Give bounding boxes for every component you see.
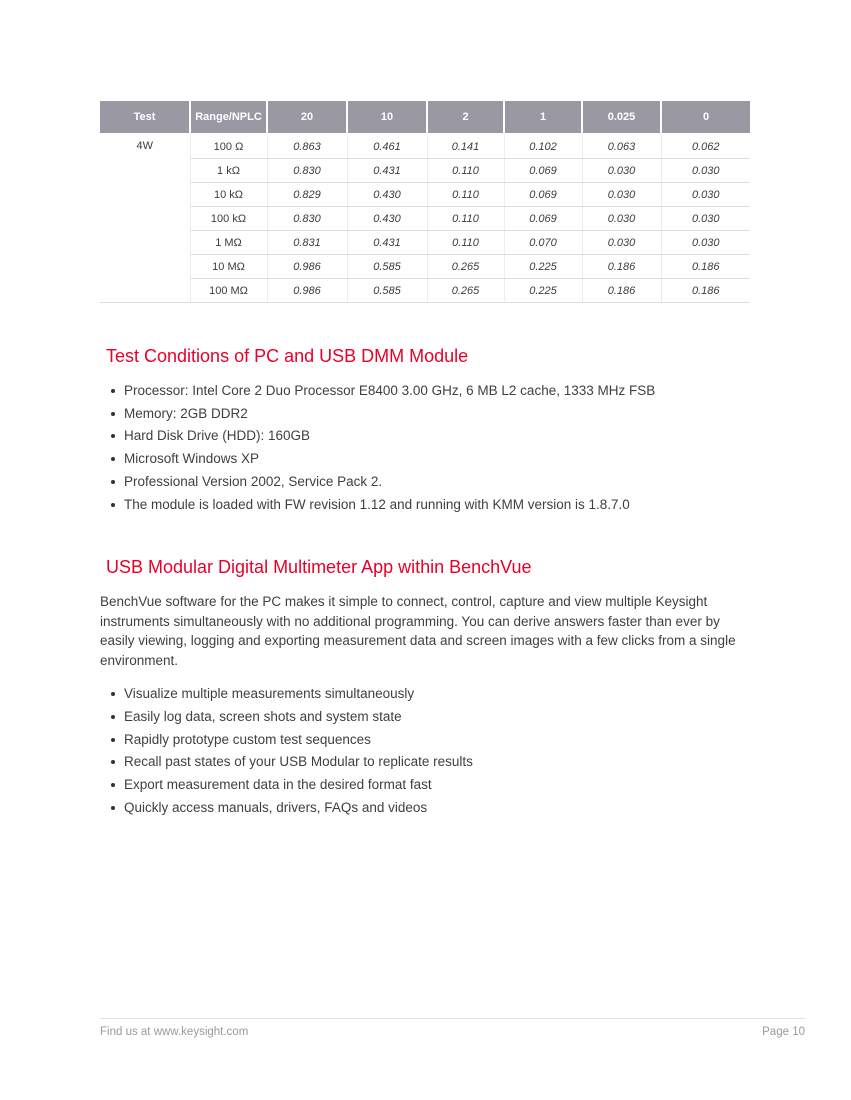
value-cell: 0.030 bbox=[661, 207, 750, 231]
list-item bbox=[100, 706, 750, 729]
value-cell: 0.829 bbox=[267, 183, 347, 207]
range-cell: 1 MΩ bbox=[190, 231, 267, 255]
test-conditions-list bbox=[100, 380, 750, 516]
table-row bbox=[100, 231, 750, 255]
value-cell: 0.110 bbox=[427, 207, 504, 231]
range-cell: 1 kΩ bbox=[190, 159, 267, 183]
value-cell: 0.430 bbox=[347, 207, 427, 231]
benchvue-paragraph: BenchVue software for the PC makes it simple to connect, control, capture and view multiple Keysight instruments simultaneously with no additional programming. You can derive answers faster than ever by easily viewing, logging and exporting measurement data and screen images with a few clicks from a single environment. bbox=[100, 594, 736, 668]
column-header-nplc-10: 10 bbox=[347, 101, 427, 134]
value-cell: 0.069 bbox=[504, 159, 582, 183]
value-cell: 0.186 bbox=[661, 279, 750, 303]
value-cell: 0.030 bbox=[661, 159, 750, 183]
range-cell: 100 Ω bbox=[190, 134, 267, 159]
nplc-results-table bbox=[100, 101, 750, 303]
column-header-nplc-0: 0 bbox=[661, 101, 750, 134]
value-cell: 0.069 bbox=[504, 207, 582, 231]
range-cell: 10 MΩ bbox=[190, 255, 267, 279]
value-cell: 0.063 bbox=[582, 134, 661, 159]
value-cell: 0.225 bbox=[504, 279, 582, 303]
list-item-text: Recall past states of your USB Modular to replicate results bbox=[124, 754, 473, 770]
value-cell: 0.986 bbox=[267, 279, 347, 303]
value-cell: 0.141 bbox=[427, 134, 504, 159]
page-number: Page 10 bbox=[762, 1026, 805, 1038]
table-row bbox=[100, 183, 750, 207]
section-heading-benchvue-app: USB Modular Digital Multimeter App within BenchVue bbox=[106, 557, 532, 578]
list-item bbox=[100, 797, 750, 820]
value-cell: 0.030 bbox=[582, 183, 661, 207]
table-row bbox=[100, 134, 750, 159]
section-heading-test-conditions: Test Conditions of PC and USB DMM Module bbox=[106, 346, 469, 366]
list-item bbox=[100, 729, 750, 752]
column-header-nplc-2: 2 bbox=[427, 101, 504, 134]
value-cell: 0.863 bbox=[267, 134, 347, 159]
value-cell: 0.830 bbox=[267, 207, 347, 231]
value-cell: 0.030 bbox=[582, 231, 661, 255]
list-item-text: Professional Version 2002, Service Pack 2. bbox=[124, 473, 383, 489]
list-item bbox=[100, 380, 750, 403]
bullet-icon bbox=[111, 715, 115, 719]
list-item bbox=[100, 774, 750, 797]
bullet-icon bbox=[111, 480, 115, 484]
value-cell: 0.069 bbox=[504, 183, 582, 207]
value-cell: 0.030 bbox=[661, 231, 750, 255]
range-cell: 100 kΩ bbox=[190, 207, 267, 231]
table-row bbox=[100, 279, 750, 303]
footer-find-us-text: Find us at www.keysight.com bbox=[100, 1026, 249, 1038]
test-type-cell: 4W bbox=[100, 134, 190, 303]
list-item bbox=[100, 448, 750, 471]
list-item-text: Processor: Intel Core 2 Duo Processor E8400 3.00 GHz, 6 MB L2 cache, 1333 MHz FSB bbox=[124, 383, 656, 398]
value-cell: 0.430 bbox=[347, 183, 427, 207]
value-cell: 0.461 bbox=[347, 134, 427, 159]
list-item bbox=[100, 471, 750, 494]
value-cell: 0.830 bbox=[267, 159, 347, 183]
list-item-text: Export measurement data in the desired format fast bbox=[124, 777, 432, 793]
value-cell: 0.186 bbox=[661, 255, 750, 279]
list-item-text: Visualize multiple measurements simultaneously bbox=[124, 686, 415, 702]
value-cell: 0.585 bbox=[347, 279, 427, 303]
value-cell: 0.062 bbox=[661, 134, 750, 159]
list-item bbox=[100, 683, 750, 706]
list-item-text: Microsoft Windows XP bbox=[124, 451, 260, 467]
list-item bbox=[100, 403, 750, 426]
value-cell: 0.986 bbox=[267, 255, 347, 279]
bullet-icon bbox=[111, 692, 115, 696]
list-item bbox=[100, 425, 750, 448]
bullet-icon bbox=[111, 783, 115, 787]
value-cell: 0.831 bbox=[267, 231, 347, 255]
value-cell: 0.110 bbox=[427, 231, 504, 255]
list-item-text: Easily log data, screen shots and system state bbox=[124, 708, 402, 724]
table-row bbox=[100, 159, 750, 183]
list-item-text: The module is loaded with FW revision 1.12 and running with KMM version is 1.8.7.0 bbox=[124, 496, 630, 512]
column-header-nplc-0025: 0.025 bbox=[582, 101, 661, 134]
value-cell: 0.110 bbox=[427, 183, 504, 207]
benchvue-features-list bbox=[100, 683, 750, 819]
table-row bbox=[100, 207, 750, 231]
list-item-text: Hard Disk Drive (HDD): 160GB bbox=[124, 428, 311, 444]
value-cell: 0.110 bbox=[427, 159, 504, 183]
page-content bbox=[100, 101, 750, 819]
value-cell: 0.070 bbox=[504, 231, 582, 255]
list-item bbox=[100, 494, 750, 517]
bullet-icon bbox=[111, 806, 115, 810]
value-cell: 0.030 bbox=[582, 207, 661, 231]
table-header-row bbox=[100, 101, 750, 134]
value-cell: 0.186 bbox=[582, 255, 661, 279]
range-cell: 10 kΩ bbox=[190, 183, 267, 207]
value-cell: 0.265 bbox=[427, 279, 504, 303]
value-cell: 0.030 bbox=[582, 159, 661, 183]
bullet-icon bbox=[111, 412, 115, 416]
column-header-test: Test bbox=[100, 101, 190, 134]
column-header-nplc-1: 1 bbox=[504, 101, 582, 134]
table-row bbox=[100, 255, 750, 279]
bullet-icon bbox=[111, 434, 115, 438]
list-item-text: Quickly access manuals, drivers, FAQs and videos bbox=[124, 799, 428, 815]
value-cell: 0.265 bbox=[427, 255, 504, 279]
bullet-icon bbox=[111, 457, 115, 461]
bullet-icon bbox=[111, 389, 115, 393]
value-cell: 0.431 bbox=[347, 231, 427, 255]
list-item-text: Rapidly prototype custom test sequences bbox=[124, 731, 371, 747]
list-item-text: Memory: 2GB DDR2 bbox=[124, 405, 248, 421]
value-cell: 0.030 bbox=[661, 183, 750, 207]
range-cell: 100 MΩ bbox=[190, 279, 267, 303]
bullet-icon bbox=[111, 760, 115, 764]
page-footer bbox=[100, 1018, 805, 1038]
bullet-icon bbox=[111, 738, 115, 742]
value-cell: 0.585 bbox=[347, 255, 427, 279]
list-item bbox=[100, 751, 750, 774]
column-header-nplc-20: 20 bbox=[267, 101, 347, 134]
value-cell: 0.186 bbox=[582, 279, 661, 303]
column-header-range-nplc: Range/NPLC bbox=[190, 101, 267, 134]
value-cell: 0.225 bbox=[504, 255, 582, 279]
value-cell: 0.102 bbox=[504, 134, 582, 159]
value-cell: 0.431 bbox=[347, 159, 427, 183]
bullet-icon bbox=[111, 503, 115, 507]
